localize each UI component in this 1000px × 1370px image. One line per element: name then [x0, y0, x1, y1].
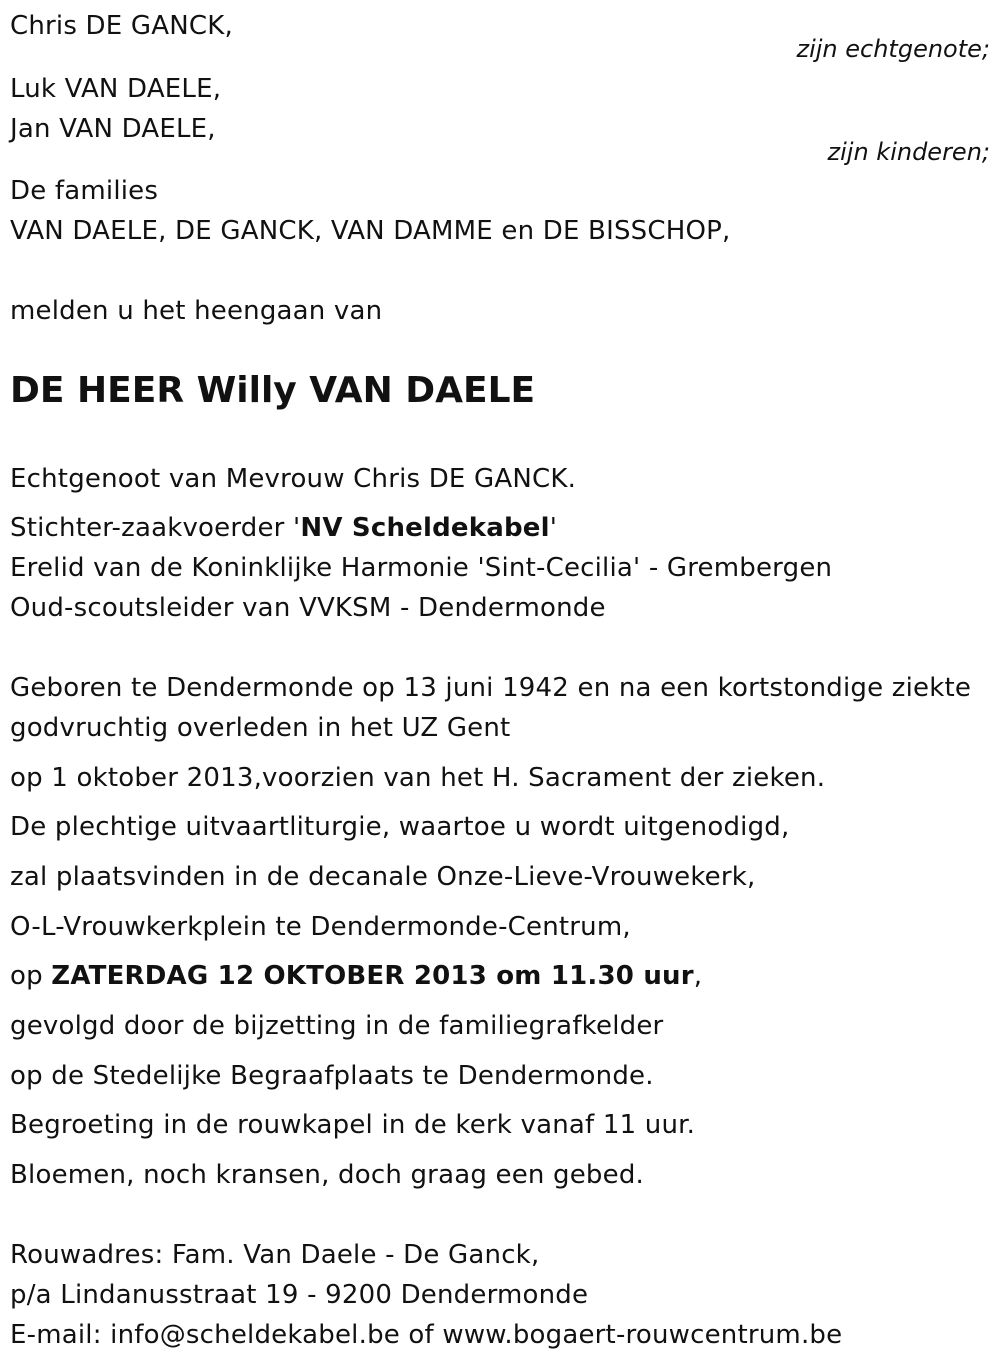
founder-suffix: '	[549, 513, 558, 543]
funeral-date-line	[10, 959, 702, 993]
scout-line: Oud-scoutsleider van VVKSM - Dendermonde	[10, 593, 606, 623]
families-list: VAN DAELE, DE GANCK, VAN DAMME en DE BISSCHOP,	[10, 216, 731, 246]
flowers-line: Bloemen, noch kransen, doch graag een gebed.	[10, 1160, 645, 1190]
liturgy-line: De plechtige uitvaartliturgie, waartoe u wordt uitgenodigd,	[10, 812, 790, 842]
date-suffix: ,	[693, 961, 703, 991]
deceased-title: DE HEER Willy VAN DAELE	[10, 370, 536, 411]
spouse-role: zijn echtgenote;	[796, 35, 990, 63]
families-intro: De families	[10, 176, 159, 206]
child-name-1: Luk VAN DAELE,	[10, 74, 222, 104]
born-line-1: Geboren te Dendermonde op 13 juni 1942 en na een kortstondige ziekte	[10, 673, 972, 703]
honorary-line: Erelid van de Koninklijke Harmonie 'Sint-Cecilia' - Grembergen	[10, 553, 833, 583]
email-line: E-mail: info@scheldekabel.be of www.bogaert-rouwcentrum.be	[10, 1320, 843, 1350]
funeral-date: ZATERDAG 12 OKTOBER 2013 om 11.30 uur	[51, 961, 694, 991]
children-role: zijn kinderen;	[827, 138, 990, 166]
spouse-of-line: Echtgenoot van Mevrouw Chris DE GANCK.	[10, 464, 577, 494]
burial-line-2: op de Stedelijke Begraafplaats te Dendermonde.	[10, 1061, 654, 1091]
founder-prefix: Stichter-zaakvoerder '	[10, 513, 301, 543]
child-name-2: Jan VAN DAELE,	[10, 114, 216, 144]
spouse-name: Chris DE GANCK,	[10, 11, 233, 41]
address-line-1: Rouwadres: Fam. Van Daele - De Ganck,	[10, 1240, 540, 1270]
address-line-2: p/a Lindanusstraat 19 - 9200 Dendermonde	[10, 1280, 589, 1310]
date-prefix: op	[10, 961, 52, 991]
location-line-1: zal plaatsvinden in de decanale Onze-Lieve-Vrouwekerk,	[10, 862, 756, 892]
founder-line	[10, 511, 557, 545]
greeting-line: Begroeting in de rouwkapel in de kerk vanaf 11 uur.	[10, 1110, 696, 1140]
announcement-text: melden u het heengaan van	[10, 296, 383, 326]
location-line-2: O-L-Vrouwkerkplein te Dendermonde-Centrum,	[10, 912, 631, 942]
died-line: op 1 oktober 2013,voorzien van het H. Sacrament der zieken.	[10, 763, 826, 793]
born-line-2: godvruchtig overleden in het UZ Gent	[10, 713, 511, 743]
burial-line-1: gevolgd door de bijzetting in de familiegrafkelder	[10, 1011, 664, 1041]
founder-company: NV Scheldekabel	[300, 513, 550, 543]
